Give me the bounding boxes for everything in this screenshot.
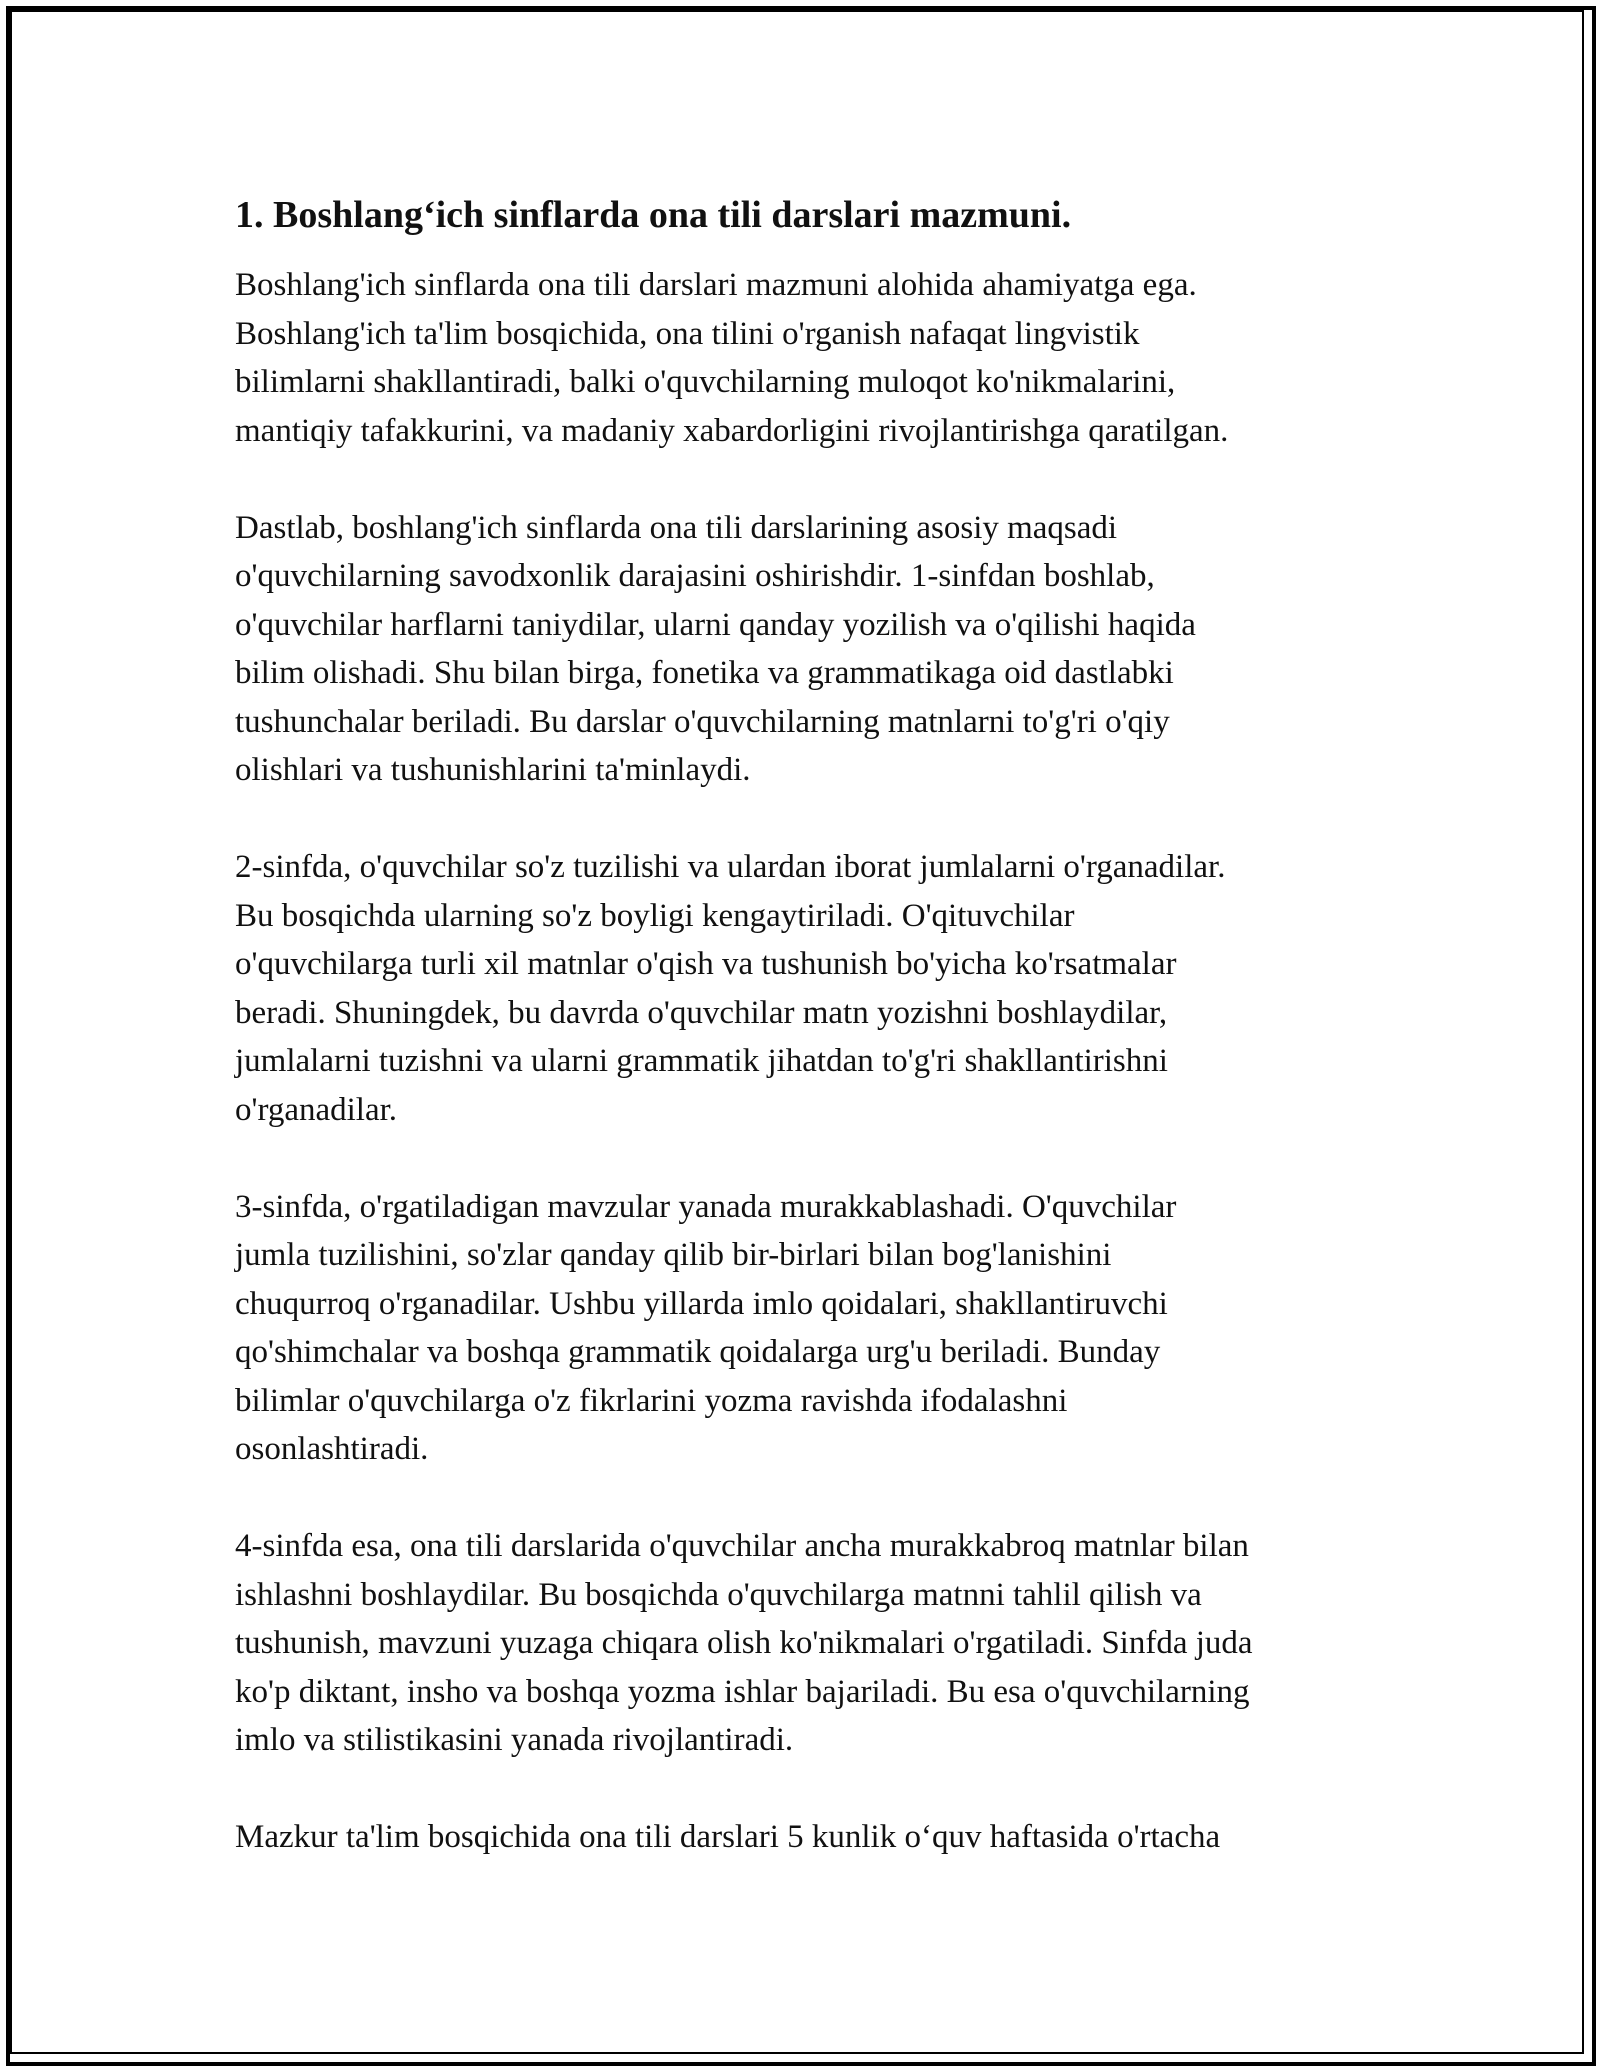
paragraph-grade-2 bbox=[235, 843, 1385, 1134]
text-line: Boshlang'ich sinflarda ona tili darslari mazmuni alohida ahamiyatga ega. bbox=[235, 267, 1197, 303]
text-line: qo'shimchalar va boshqa grammatik qoidalarga urg'u beriladi. Bunday bbox=[235, 1334, 1161, 1370]
paragraph-intro bbox=[235, 261, 1385, 455]
paragraph-grade-3 bbox=[235, 1183, 1385, 1474]
text-line: osonlashtiradi. bbox=[235, 1431, 429, 1467]
text-line: o'quvchilarga turli xil matnlar o'qish va tushunish bo'yicha ko'rsatmalar bbox=[235, 946, 1177, 982]
text-line: 3-sinfda, o'rgatiladigan mavzular yanada murakkablashadi. O'quvchilar bbox=[235, 1188, 1177, 1225]
text-line: chuqurroq o'rganadilar. Ushbu yillarda imlo qoidalari, shakllantiruvchi bbox=[235, 1285, 1168, 1322]
text-line: o'quvchilar harflarni taniydilar, ularni qanday yozilish va o'qilishi haqida bbox=[235, 606, 1196, 643]
text-line: imlo va stilistikasini yanada rivojlantiradi. bbox=[235, 1722, 794, 1758]
text-line: jumla tuzilishini, so'zlar qanday qilib bir-birlari bilan bog'lanishini bbox=[235, 1237, 1112, 1273]
text-line: 4-sinfda esa, ona tili darslarida o'quvchilar ancha murakkabroq matnlar bilan bbox=[235, 1528, 1249, 1564]
document-body bbox=[235, 185, 1385, 1910]
text-line: mantiqiy tafakkurini, va madaniy xabardorligini rivojlantirishga qaratilgan. bbox=[235, 412, 1229, 449]
text-line: Boshlang'ich ta'lim bosqichida, ona tilini o'rganish nafaqat lingvistik bbox=[235, 315, 1140, 352]
paragraph-grade-4 bbox=[235, 1522, 1385, 1765]
text-line: Mazkur ta'lim bosqichida ona tili darslari 5 kunlik o‘quv haftasida o'rtacha bbox=[235, 1819, 1221, 1855]
text-line: tushunish, mavzuni yuzaga chiqara olish ko'nikmalari o'rgatiladi. Sinfda juda bbox=[235, 1625, 1253, 1661]
text-line: o'quvchilarning savodxonlik darajasini oshirishdir. 1-sinfdan boshlab, bbox=[235, 558, 1155, 594]
text-line: olishlari va tushunishlarini ta'minlaydi. bbox=[235, 752, 751, 788]
text-line: bilimlar o'quvchilarga o'z fikrlarini yozma ravishda ifodalashni bbox=[235, 1382, 1068, 1419]
text-line: bilimlarni shakllantiradi, balki o'quvchilarning muloqot ko'nikmalarini, bbox=[235, 364, 1176, 400]
text-line: bilim olishadi. Shu bilan birga, fonetika va grammatikaga oid dastlabki bbox=[235, 655, 1174, 691]
text-line: 2-sinfda, o'quvchilar so'z tuzilishi va ulardan iborat jumlalarni o'rganadilar. bbox=[235, 849, 1226, 885]
text-line: beradi. Shuningdek, bu davrda o'quvchilar matn yozishni boshlaydilar, bbox=[235, 994, 1168, 1031]
section-heading: 1. Boshlang‘ich sinflarda ona tili darslari mazmuni. bbox=[235, 194, 1072, 236]
text-line: jumlalarni tuzishni va ularni grammatik jihatdan to'g'ri shakllantirishni bbox=[235, 1043, 1168, 1079]
paragraph-weekly-hours bbox=[235, 1813, 1385, 1862]
text-line: Bu bosqichda ularning so'z boyligi kengaytiriladi. O'qituvchilar bbox=[235, 897, 1075, 934]
text-line: ishlashni boshlaydilar. Bu bosqichda o'quvchilarga matnni tahlil qilish va bbox=[235, 1576, 1202, 1613]
text-line: tushunchalar beriladi. Bu darslar o'quvchilarning matnlarni to'g'ri o'qiy bbox=[235, 703, 1170, 740]
text-line: ko'p diktant, insho va boshqa yozma ishlar bajariladi. Bu esa o'quvchilarning bbox=[235, 1673, 1250, 1710]
paragraph-grade-1 bbox=[235, 504, 1385, 795]
text-line: o'rganadilar. bbox=[235, 1091, 398, 1128]
text-line: Dastlab, boshlang'ich sinflarda ona tili darslarining asosiy maqsadi bbox=[235, 509, 1118, 546]
